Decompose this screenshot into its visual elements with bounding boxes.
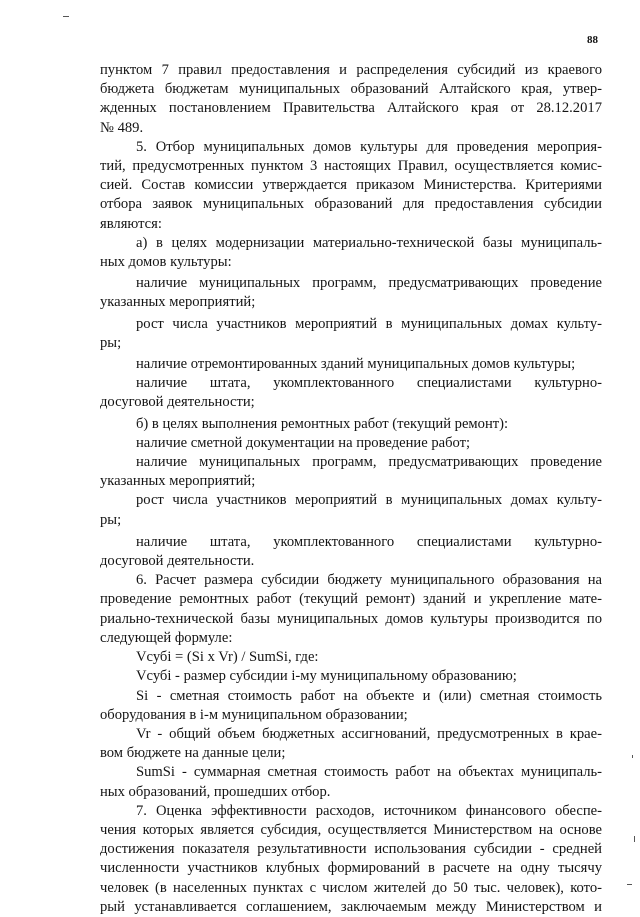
formula-term <box>100 687 602 725</box>
formula-term <box>100 763 602 801</box>
text-line: численности участников клубных формирований в расчете на одну тысячу <box>100 860 602 877</box>
paragraph-intro <box>100 61 602 138</box>
paragraph-criterion <box>100 491 602 529</box>
formula-term <box>100 667 602 686</box>
text-line: чения которых является субсидия, осуществляется Министерством на основе <box>100 821 602 838</box>
text-line: рост числа участников мероприятий в муниципальных домах культу- <box>136 315 602 332</box>
paragraph-criterion <box>100 533 602 571</box>
text-line: б) в целях выполнения ремонтных работ (текущий ремонт): <box>136 415 509 432</box>
text-line: указанных мероприятий; <box>100 473 256 490</box>
text-line: рост числа участников мероприятий в муниципальных домах культу- <box>136 492 602 509</box>
paragraph-criterion <box>100 434 602 453</box>
text-line: пунктом 7 правил предоставления и распределения субсидий из краевого <box>100 62 602 78</box>
paragraph-criteria-a <box>100 234 602 272</box>
text-line: ных домов культуры: <box>100 254 232 271</box>
text-line: жденных постановлением Правительства Алтайского края от 28.12.2017 <box>100 100 602 117</box>
formula-term <box>100 725 602 763</box>
text-line: оборудования в i-м муниципальном образовании; <box>100 706 408 723</box>
scan-mark <box>634 836 635 842</box>
paragraph-item-5 <box>100 138 602 234</box>
paragraph-item-7 <box>100 802 602 917</box>
text-line: достижения показателя результативности использования субсидии - средней <box>100 841 602 858</box>
text-line: отбора заявок муниципальных образований для предоставления субсидии <box>100 196 602 213</box>
text-line: Si - сметная стоимость работ на объекте и (или) сметная стоимость <box>136 687 602 704</box>
paragraph-criterion <box>100 453 602 491</box>
text-line: сией. Состав комиссии утверждается приказом Министерства. Критериями <box>100 177 602 194</box>
text-line: а) в целях модернизации материально-технической базы муниципаль- <box>136 234 602 251</box>
text-line: риально-технической базы муниципальных домов культуры производится по <box>100 610 602 627</box>
text-line: досуговой деятельности; <box>100 394 255 411</box>
text-line: тий, предусмотренных пунктом 3 настоящих Правил, осуществляется комис- <box>100 158 602 175</box>
text-line: ных образований, прошедших отбор. <box>100 783 331 800</box>
scan-mark <box>627 884 632 885</box>
text-line: рый устанавливается соглашением, заключаемым между Министерством и <box>100 898 602 915</box>
text-line: ры; <box>100 334 122 351</box>
text-line: человек (в населенных пунктах с числом жителей до 50 тыс. человек), кото- <box>100 879 602 896</box>
text-line: ры; <box>100 511 122 528</box>
text-line: наличие муниципальных программ, предусматривающих проведение <box>136 454 602 471</box>
scan-mark <box>632 755 633 758</box>
text-line: наличие штата, укомплектованного специалистами культурно- <box>136 533 602 550</box>
paragraph-criterion <box>100 374 602 412</box>
text-line: 6. Расчет размера субсидии бюджету муниципального образования на <box>136 572 602 589</box>
text-line: являются: <box>100 215 162 232</box>
paragraph-criterion <box>100 274 602 312</box>
text-line: № 489. <box>100 119 144 136</box>
text-line: наличие муниципальных программ, предусматривающих проведение <box>136 275 602 292</box>
text-line: наличие отремонтированных зданий муниципальных домов культуры; <box>136 356 576 373</box>
text-line: проведение ремонтных работ (текущий ремонт) зданий и укрепление мате- <box>100 591 602 608</box>
text-line: Vсубi - размер субсидии i-му муниципальному образованию; <box>136 668 517 685</box>
text-line: Vсубi = (Si x Vr) / SumSi, где: <box>136 649 319 666</box>
paragraph-criterion <box>100 355 602 374</box>
text-line: 7. Оценка эффективности расходов, источником финансового обеспе- <box>136 802 602 819</box>
text-line: 5. Отбор муниципальных домов культуры для проведения мероприя- <box>136 138 602 155</box>
text-line: вом бюджете на данные цели; <box>100 745 286 762</box>
text-line: SumSi - суммарная сметная стоимость работ на объектах муниципаль- <box>136 764 602 781</box>
text-line: следующей формуле: <box>100 629 233 646</box>
formula <box>100 648 602 667</box>
text-line: наличие сметной документации на проведение работ; <box>136 434 471 451</box>
scan-mark <box>63 16 69 17</box>
text-line: наличие штата, укомплектованного специалистами культурно- <box>136 375 602 392</box>
document-body <box>100 61 602 917</box>
text-line: бюджета бюджетам муниципальных образований Алтайского края, утвер- <box>100 81 602 98</box>
paragraph-criteria-b <box>100 415 602 434</box>
paragraph-criterion <box>100 315 602 353</box>
text-line: Vr - общий объем бюджетных ассигнований, предусмотренных в крае- <box>136 725 602 742</box>
page-number: 88 <box>587 34 598 46</box>
text-line: указанных мероприятий; <box>100 294 256 311</box>
paragraph-item-6 <box>100 571 602 648</box>
text-line: досуговой деятельности. <box>100 553 255 570</box>
